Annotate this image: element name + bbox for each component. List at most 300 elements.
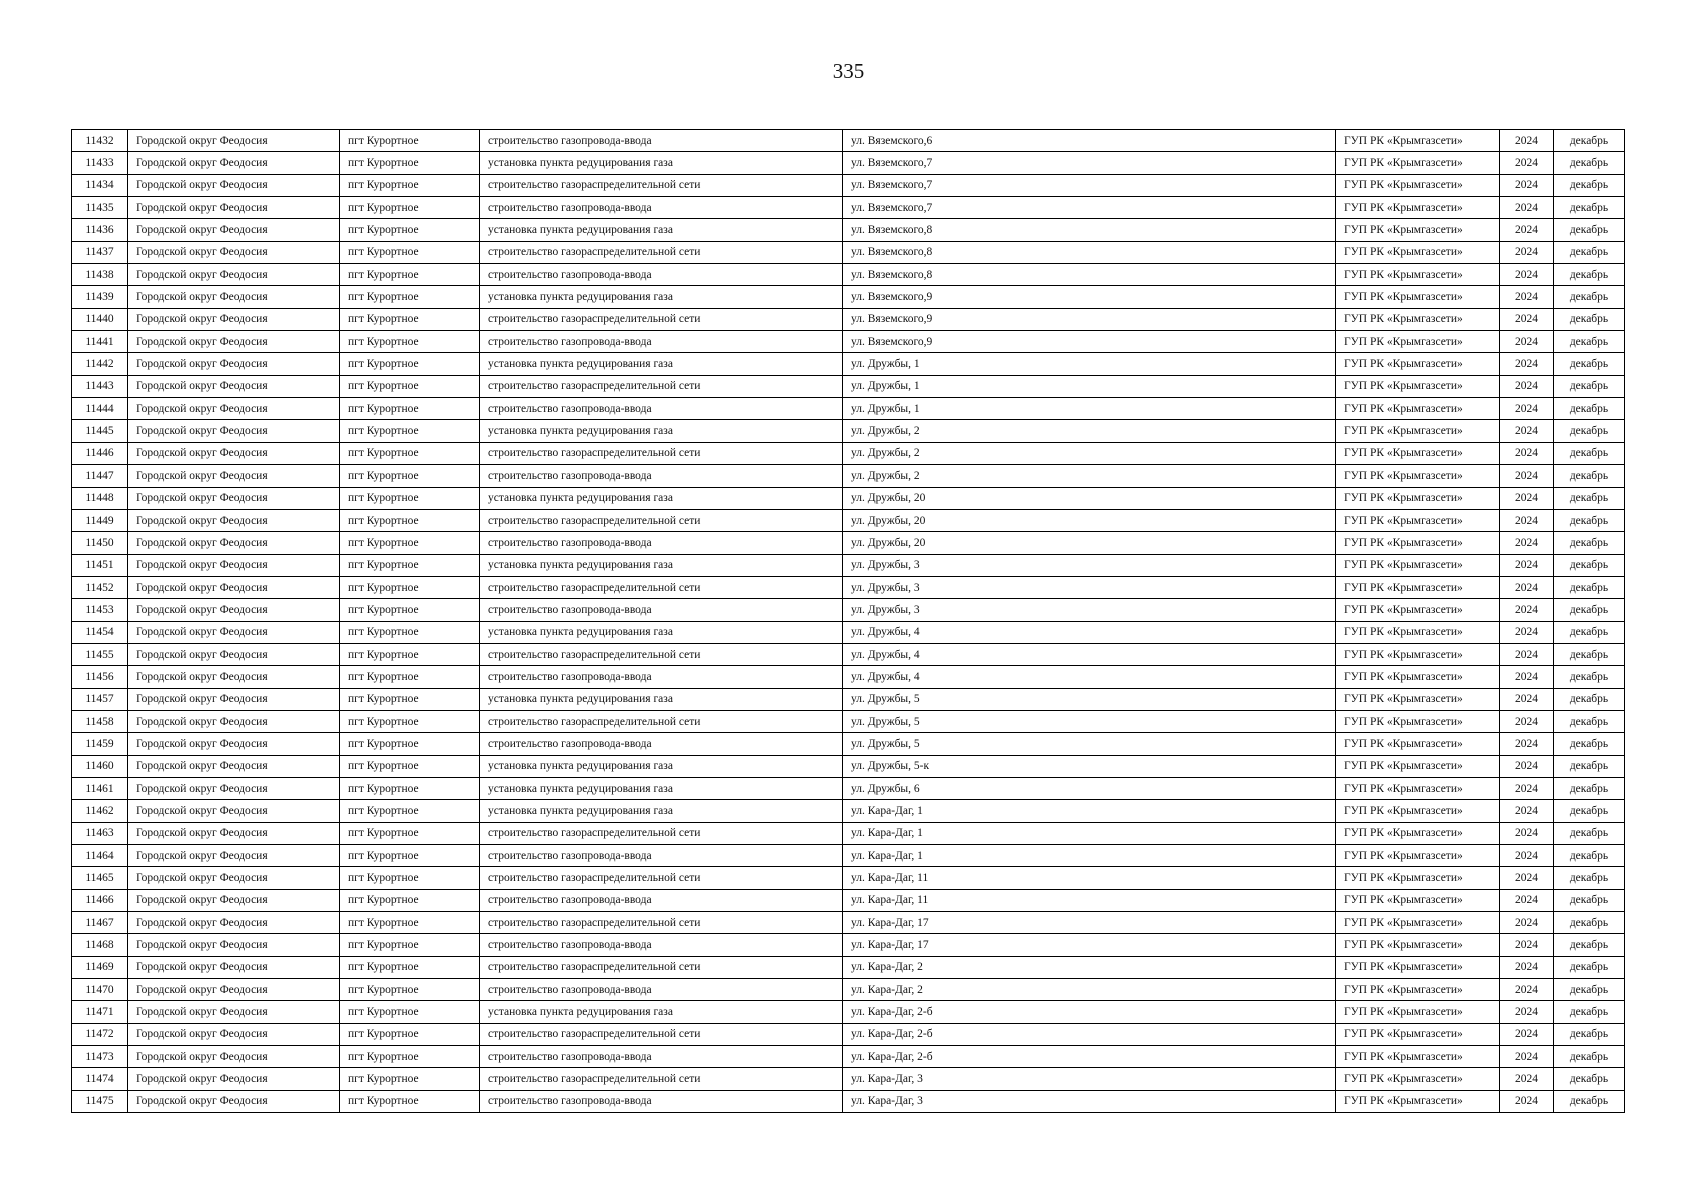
year-cell: 2024	[1500, 241, 1554, 263]
table-row	[72, 688, 1625, 710]
settlement-cell: пгт Курортное	[340, 979, 480, 1001]
address-cell: ул. Дружбы, 4	[843, 643, 1336, 665]
table-row	[72, 375, 1625, 397]
district-cell: Городской округ Феодосия	[128, 934, 340, 956]
year-cell: 2024	[1500, 688, 1554, 710]
settlement-cell: пгт Курортное	[340, 755, 480, 777]
address-cell: ул. Кара-Даг, 1	[843, 800, 1336, 822]
month-cell: декабрь	[1554, 130, 1625, 152]
year-cell: 2024	[1500, 979, 1554, 1001]
row-number: 11449	[72, 509, 128, 531]
year-cell: 2024	[1500, 509, 1554, 531]
work-type-cell: строительство газопровода-ввода	[480, 889, 843, 911]
row-number: 11433	[72, 152, 128, 174]
row-number: 11451	[72, 554, 128, 576]
table-row	[72, 845, 1625, 867]
year-cell: 2024	[1500, 1023, 1554, 1045]
address-cell: ул. Дружбы, 1	[843, 375, 1336, 397]
district-cell: Городской округ Феодосия	[128, 867, 340, 889]
organization-cell: ГУП РК «Крымгазсети»	[1336, 755, 1500, 777]
work-type-cell: строительство газопровода-ввода	[480, 398, 843, 420]
row-number: 11469	[72, 956, 128, 978]
month-cell: декабрь	[1554, 219, 1625, 241]
month-cell: декабрь	[1554, 487, 1625, 509]
district-cell: Городской округ Феодосия	[128, 643, 340, 665]
organization-cell: ГУП РК «Крымгазсети»	[1336, 934, 1500, 956]
month-cell: декабрь	[1554, 152, 1625, 174]
row-number: 11454	[72, 621, 128, 643]
settlement-cell: пгт Курортное	[340, 197, 480, 219]
row-number: 11436	[72, 219, 128, 241]
district-cell: Городской округ Феодосия	[128, 130, 340, 152]
address-cell: ул. Кара-Даг, 2-б	[843, 1046, 1336, 1068]
table-row	[72, 934, 1625, 956]
month-cell: декабрь	[1554, 264, 1625, 286]
district-cell: Городской округ Феодосия	[128, 219, 340, 241]
work-type-cell: строительство газораспределительной сети	[480, 375, 843, 397]
settlement-cell: пгт Курортное	[340, 845, 480, 867]
organization-cell: ГУП РК «Крымгазсети»	[1336, 1046, 1500, 1068]
month-cell: декабрь	[1554, 979, 1625, 1001]
month-cell: декабрь	[1554, 956, 1625, 978]
row-number: 11455	[72, 643, 128, 665]
address-cell: ул. Кара-Даг, 17	[843, 912, 1336, 934]
settlement-cell: пгт Курортное	[340, 331, 480, 353]
year-cell: 2024	[1500, 152, 1554, 174]
district-cell: Городской округ Феодосия	[128, 375, 340, 397]
work-type-cell: строительство газораспределительной сети	[480, 643, 843, 665]
settlement-cell: пгт Курортное	[340, 152, 480, 174]
work-type-cell: строительство газопровода-ввода	[480, 197, 843, 219]
page-number: 335	[832, 59, 865, 83]
settlement-cell: пгт Курортное	[340, 710, 480, 732]
month-cell: декабрь	[1554, 621, 1625, 643]
district-cell: Городской округ Феодосия	[128, 532, 340, 554]
work-type-cell: строительство газопровода-ввода	[480, 599, 843, 621]
address-cell: ул. Дружбы, 1	[843, 398, 1336, 420]
year-cell: 2024	[1500, 375, 1554, 397]
organization-cell: ГУП РК «Крымгазсети»	[1336, 688, 1500, 710]
address-cell: ул. Вяземского,7	[843, 174, 1336, 196]
organization-cell: ГУП РК «Крымгазсети»	[1336, 442, 1500, 464]
settlement-cell: пгт Курортное	[340, 554, 480, 576]
table-row	[72, 1068, 1625, 1090]
year-cell: 2024	[1500, 576, 1554, 598]
table-row	[72, 867, 1625, 889]
table-row	[72, 353, 1625, 375]
district-cell: Городской округ Феодосия	[128, 889, 340, 911]
work-type-cell: строительство газопровода-ввода	[480, 264, 843, 286]
organization-cell: ГУП РК «Крымгазсети»	[1336, 130, 1500, 152]
year-cell: 2024	[1500, 442, 1554, 464]
settlement-cell: пгт Курортное	[340, 822, 480, 844]
row-number: 11447	[72, 465, 128, 487]
year-cell: 2024	[1500, 733, 1554, 755]
month-cell: декабрь	[1554, 688, 1625, 710]
district-cell: Городской округ Феодосия	[128, 800, 340, 822]
organization-cell: ГУП РК «Крымгазсети»	[1336, 331, 1500, 353]
year-cell: 2024	[1500, 219, 1554, 241]
year-cell: 2024	[1500, 465, 1554, 487]
address-cell: ул. Вяземского,8	[843, 264, 1336, 286]
district-cell: Городской округ Феодосия	[128, 286, 340, 308]
organization-cell: ГУП РК «Крымгазсети»	[1336, 822, 1500, 844]
row-number: 11441	[72, 331, 128, 353]
table-row	[72, 1023, 1625, 1045]
year-cell: 2024	[1500, 398, 1554, 420]
district-cell: Городской округ Феодосия	[128, 174, 340, 196]
work-type-cell: установка пункта редуцирования газа	[480, 621, 843, 643]
work-type-cell: строительство газораспределительной сети	[480, 509, 843, 531]
settlement-cell: пгт Курортное	[340, 889, 480, 911]
district-cell: Городской округ Феодосия	[128, 755, 340, 777]
district-cell: Городской округ Феодосия	[128, 152, 340, 174]
district-cell: Городской округ Феодосия	[128, 599, 340, 621]
year-cell: 2024	[1500, 1001, 1554, 1023]
work-type-cell: установка пункта редуцирования газа	[480, 353, 843, 375]
work-type-cell: установка пункта редуцирования газа	[480, 152, 843, 174]
organization-cell: ГУП РК «Крымгазсети»	[1336, 375, 1500, 397]
address-cell: ул. Дружбы, 5-к	[843, 755, 1336, 777]
settlement-cell: пгт Курортное	[340, 353, 480, 375]
table-row	[72, 956, 1625, 978]
row-number: 11474	[72, 1068, 128, 1090]
address-cell: ул. Кара-Даг, 17	[843, 934, 1336, 956]
work-type-cell: строительство газопровода-ввода	[480, 1046, 843, 1068]
table-row	[72, 286, 1625, 308]
row-number: 11466	[72, 889, 128, 911]
address-cell: ул. Дружбы, 20	[843, 532, 1336, 554]
district-cell: Городской округ Феодосия	[128, 487, 340, 509]
year-cell: 2024	[1500, 755, 1554, 777]
district-cell: Городской округ Феодосия	[128, 666, 340, 688]
work-type-cell: строительство газораспределительной сети	[480, 576, 843, 598]
work-type-cell: установка пункта редуцирования газа	[480, 755, 843, 777]
settlement-cell: пгт Курортное	[340, 398, 480, 420]
month-cell: декабрь	[1554, 733, 1625, 755]
work-type-cell: установка пункта редуцирования газа	[480, 286, 843, 308]
row-number: 11435	[72, 197, 128, 219]
month-cell: декабрь	[1554, 1046, 1625, 1068]
address-cell: ул. Вяземского,9	[843, 286, 1336, 308]
organization-cell: ГУП РК «Крымгазсети»	[1336, 777, 1500, 799]
row-number: 11442	[72, 353, 128, 375]
settlement-cell: пгт Курортное	[340, 264, 480, 286]
work-type-cell: установка пункта редуцирования газа	[480, 219, 843, 241]
address-cell: ул. Дружбы, 5	[843, 710, 1336, 732]
row-number: 11459	[72, 733, 128, 755]
work-type-cell: строительство газораспределительной сети	[480, 867, 843, 889]
month-cell: декабрь	[1554, 375, 1625, 397]
district-cell: Городской округ Феодосия	[128, 442, 340, 464]
address-cell: ул. Дружбы, 6	[843, 777, 1336, 799]
settlement-cell: пгт Курортное	[340, 174, 480, 196]
settlement-cell: пгт Курортное	[340, 800, 480, 822]
settlement-cell: пгт Курортное	[340, 688, 480, 710]
address-cell: ул. Вяземского,9	[843, 308, 1336, 330]
year-cell: 2024	[1500, 286, 1554, 308]
work-type-cell: строительство газораспределительной сети	[480, 1068, 843, 1090]
organization-cell: ГУП РК «Крымгазсети»	[1336, 643, 1500, 665]
work-type-cell: строительство газораспределительной сети	[480, 174, 843, 196]
month-cell: декабрь	[1554, 800, 1625, 822]
year-cell: 2024	[1500, 867, 1554, 889]
organization-cell: ГУП РК «Крымгазсети»	[1336, 465, 1500, 487]
row-number: 11439	[72, 286, 128, 308]
district-cell: Городской округ Феодосия	[128, 241, 340, 263]
district-cell: Городской округ Феодосия	[128, 1046, 340, 1068]
row-number: 11443	[72, 375, 128, 397]
settlement-cell: пгт Курортное	[340, 576, 480, 598]
table-row	[72, 733, 1625, 755]
table-row	[72, 465, 1625, 487]
table-row	[72, 308, 1625, 330]
month-cell: декабрь	[1554, 599, 1625, 621]
month-cell: декабрь	[1554, 197, 1625, 219]
row-number: 11461	[72, 777, 128, 799]
row-number: 11456	[72, 666, 128, 688]
row-number: 11475	[72, 1090, 128, 1112]
month-cell: декабрь	[1554, 889, 1625, 911]
year-cell: 2024	[1500, 353, 1554, 375]
address-cell: ул. Дружбы, 20	[843, 509, 1336, 531]
address-cell: ул. Кара-Даг, 2-б	[843, 1023, 1336, 1045]
month-cell: декабрь	[1554, 710, 1625, 732]
row-number: 11452	[72, 576, 128, 598]
month-cell: декабрь	[1554, 353, 1625, 375]
month-cell: декабрь	[1554, 308, 1625, 330]
row-number: 11440	[72, 308, 128, 330]
district-cell: Городской округ Феодосия	[128, 398, 340, 420]
settlement-cell: пгт Курортное	[340, 666, 480, 688]
organization-cell: ГУП РК «Крымгазсети»	[1336, 174, 1500, 196]
gasification-table	[71, 129, 1625, 1113]
settlement-cell: пгт Курортное	[340, 465, 480, 487]
organization-cell: ГУП РК «Крымгазсети»	[1336, 197, 1500, 219]
organization-cell: ГУП РК «Крымгазсети»	[1336, 867, 1500, 889]
settlement-cell: пгт Курортное	[340, 777, 480, 799]
address-cell: ул. Дружбы, 3	[843, 599, 1336, 621]
organization-cell: ГУП РК «Крымгазсети»	[1336, 509, 1500, 531]
row-number: 11445	[72, 420, 128, 442]
month-cell: декабрь	[1554, 509, 1625, 531]
address-cell: ул. Вяземского,7	[843, 152, 1336, 174]
row-number: 11432	[72, 130, 128, 152]
row-number: 11462	[72, 800, 128, 822]
month-cell: декабрь	[1554, 174, 1625, 196]
district-cell: Городской округ Феодосия	[128, 777, 340, 799]
organization-cell: ГУП РК «Крымгазсети»	[1336, 845, 1500, 867]
work-type-cell: строительство газопровода-ввода	[480, 845, 843, 867]
district-cell: Городской округ Феодосия	[128, 420, 340, 442]
year-cell: 2024	[1500, 331, 1554, 353]
month-cell: декабрь	[1554, 554, 1625, 576]
table-row	[72, 599, 1625, 621]
settlement-cell: пгт Курортное	[340, 643, 480, 665]
organization-cell: ГУП РК «Крымгазсети»	[1336, 487, 1500, 509]
row-number: 11463	[72, 822, 128, 844]
row-number: 11467	[72, 912, 128, 934]
row-number: 11448	[72, 487, 128, 509]
organization-cell: ГУП РК «Крымгазсети»	[1336, 286, 1500, 308]
month-cell: декабрь	[1554, 1001, 1625, 1023]
work-type-cell: установка пункта редуцирования газа	[480, 688, 843, 710]
settlement-cell: пгт Курортное	[340, 308, 480, 330]
month-cell: декабрь	[1554, 331, 1625, 353]
district-cell: Городской округ Феодосия	[128, 264, 340, 286]
work-type-cell: строительство газопровода-ввода	[480, 1090, 843, 1112]
work-type-cell: строительство газораспределительной сети	[480, 1023, 843, 1045]
month-cell: декабрь	[1554, 822, 1625, 844]
month-cell: декабрь	[1554, 576, 1625, 598]
address-cell: ул. Кара-Даг, 3	[843, 1068, 1336, 1090]
table-row	[72, 554, 1625, 576]
work-type-cell: строительство газопровода-ввода	[480, 733, 843, 755]
organization-cell: ГУП РК «Крымгазсети»	[1336, 889, 1500, 911]
settlement-cell: пгт Курортное	[340, 241, 480, 263]
district-cell: Городской округ Феодосия	[128, 353, 340, 375]
table-row	[72, 241, 1625, 263]
organization-cell: ГУП РК «Крымгазсети»	[1336, 264, 1500, 286]
district-cell: Городской округ Феодосия	[128, 1023, 340, 1045]
work-type-cell: установка пункта редуцирования газа	[480, 800, 843, 822]
row-number: 11468	[72, 934, 128, 956]
work-type-cell: строительство газопровода-ввода	[480, 934, 843, 956]
address-cell: ул. Кара-Даг, 11	[843, 867, 1336, 889]
year-cell: 2024	[1500, 845, 1554, 867]
organization-cell: ГУП РК «Крымгазсети»	[1336, 420, 1500, 442]
organization-cell: ГУП РК «Крымгазсети»	[1336, 1001, 1500, 1023]
month-cell: декабрь	[1554, 666, 1625, 688]
table-row	[72, 889, 1625, 911]
table-row	[72, 420, 1625, 442]
address-cell: ул. Дружбы, 20	[843, 487, 1336, 509]
settlement-cell: пгт Курортное	[340, 621, 480, 643]
address-cell: ул. Дружбы, 5	[843, 688, 1336, 710]
settlement-cell: пгт Курортное	[340, 934, 480, 956]
work-type-cell: установка пункта редуцирования газа	[480, 420, 843, 442]
table-row	[72, 777, 1625, 799]
organization-cell: ГУП РК «Крымгазсети»	[1336, 710, 1500, 732]
year-cell: 2024	[1500, 643, 1554, 665]
district-cell: Городской округ Феодосия	[128, 822, 340, 844]
table-row	[72, 331, 1625, 353]
district-cell: Городской округ Феодосия	[128, 733, 340, 755]
month-cell: декабрь	[1554, 912, 1625, 934]
work-type-cell: установка пункта редуцирования газа	[480, 554, 843, 576]
month-cell: декабрь	[1554, 777, 1625, 799]
row-number: 11460	[72, 755, 128, 777]
table-row	[72, 643, 1625, 665]
month-cell: декабрь	[1554, 442, 1625, 464]
settlement-cell: пгт Курортное	[340, 1090, 480, 1112]
row-number: 11450	[72, 532, 128, 554]
row-number: 11472	[72, 1023, 128, 1045]
row-number: 11471	[72, 1001, 128, 1023]
settlement-cell: пгт Курортное	[340, 733, 480, 755]
table-row	[72, 1046, 1625, 1068]
table-row	[72, 219, 1625, 241]
settlement-cell: пгт Курортное	[340, 1001, 480, 1023]
year-cell: 2024	[1500, 1068, 1554, 1090]
year-cell: 2024	[1500, 264, 1554, 286]
table-row	[72, 130, 1625, 152]
work-type-cell: строительство газопровода-ввода	[480, 532, 843, 554]
work-type-cell: установка пункта редуцирования газа	[480, 1001, 843, 1023]
table-row	[72, 979, 1625, 1001]
settlement-cell: пгт Курортное	[340, 867, 480, 889]
settlement-cell: пгт Курортное	[340, 375, 480, 397]
settlement-cell: пгт Курортное	[340, 1023, 480, 1045]
row-number: 11446	[72, 442, 128, 464]
settlement-cell: пгт Курортное	[340, 1046, 480, 1068]
settlement-cell: пгт Курортное	[340, 532, 480, 554]
work-type-cell: строительство газораспределительной сети	[480, 442, 843, 464]
month-cell: декабрь	[1554, 845, 1625, 867]
address-cell: ул. Дружбы, 4	[843, 621, 1336, 643]
year-cell: 2024	[1500, 889, 1554, 911]
district-cell: Городской округ Феодосия	[128, 465, 340, 487]
month-cell: декабрь	[1554, 867, 1625, 889]
district-cell: Городской округ Феодосия	[128, 688, 340, 710]
address-cell: ул. Кара-Даг, 2	[843, 979, 1336, 1001]
address-cell: ул. Кара-Даг, 1	[843, 822, 1336, 844]
month-cell: декабрь	[1554, 1090, 1625, 1112]
table-row	[72, 398, 1625, 420]
district-cell: Городской округ Феодосия	[128, 621, 340, 643]
organization-cell: ГУП РК «Крымгазсети»	[1336, 621, 1500, 643]
month-cell: декабрь	[1554, 420, 1625, 442]
settlement-cell: пгт Курортное	[340, 912, 480, 934]
address-cell: ул. Вяземского,8	[843, 219, 1336, 241]
district-cell: Городской округ Феодосия	[128, 1068, 340, 1090]
table-row	[72, 487, 1625, 509]
year-cell: 2024	[1500, 554, 1554, 576]
year-cell: 2024	[1500, 130, 1554, 152]
organization-cell: ГУП РК «Крымгазсети»	[1336, 733, 1500, 755]
address-cell: ул. Дружбы, 2	[843, 465, 1336, 487]
year-cell: 2024	[1500, 777, 1554, 799]
settlement-cell: пгт Курортное	[340, 286, 480, 308]
work-type-cell: строительство газопровода-ввода	[480, 331, 843, 353]
table-row	[72, 912, 1625, 934]
year-cell: 2024	[1500, 956, 1554, 978]
work-type-cell: установка пункта редуцирования газа	[480, 487, 843, 509]
table-row	[72, 1001, 1625, 1023]
district-cell: Городской округ Феодосия	[128, 912, 340, 934]
settlement-cell: пгт Курортное	[340, 1068, 480, 1090]
organization-cell: ГУП РК «Крымгазсети»	[1336, 554, 1500, 576]
address-cell: ул. Вяземского,8	[843, 241, 1336, 263]
address-cell: ул. Кара-Даг, 3	[843, 1090, 1336, 1112]
organization-cell: ГУП РК «Крымгазсети»	[1336, 599, 1500, 621]
month-cell: декабрь	[1554, 1068, 1625, 1090]
organization-cell: ГУП РК «Крымгазсети»	[1336, 576, 1500, 598]
table-row	[72, 442, 1625, 464]
year-cell: 2024	[1500, 822, 1554, 844]
month-cell: декабрь	[1554, 1023, 1625, 1045]
organization-cell: ГУП РК «Крымгазсети»	[1336, 241, 1500, 263]
table-row	[72, 197, 1625, 219]
work-type-cell: строительство газораспределительной сети	[480, 308, 843, 330]
organization-cell: ГУП РК «Крымгазсети»	[1336, 1023, 1500, 1045]
work-type-cell: строительство газораспределительной сети	[480, 822, 843, 844]
organization-cell: ГУП РК «Крымгазсети»	[1336, 353, 1500, 375]
year-cell: 2024	[1500, 487, 1554, 509]
organization-cell: ГУП РК «Крымгазсети»	[1336, 956, 1500, 978]
district-cell: Городской округ Феодосия	[128, 1001, 340, 1023]
district-cell: Городской округ Феодосия	[128, 308, 340, 330]
